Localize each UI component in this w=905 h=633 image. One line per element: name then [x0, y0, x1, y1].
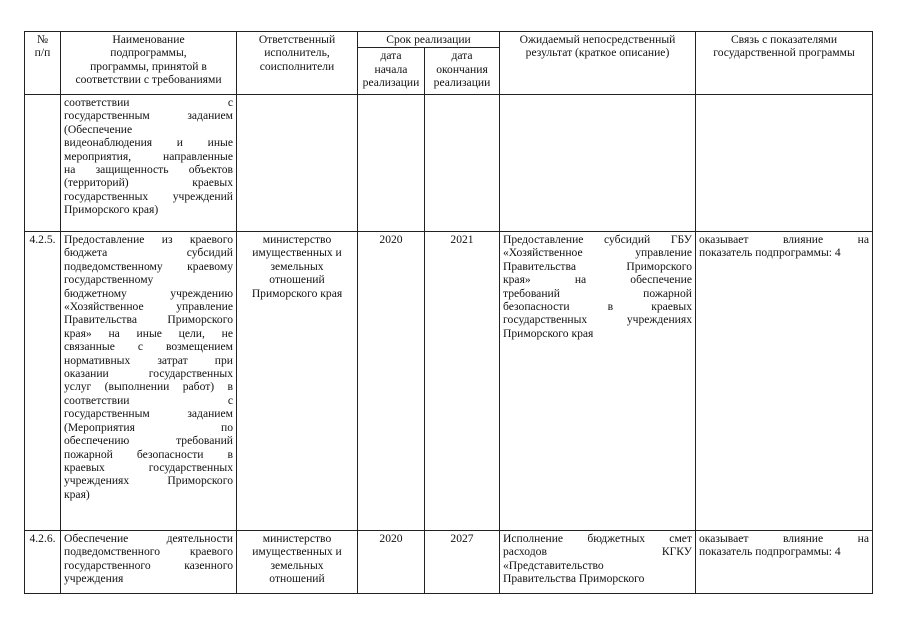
cell-line: связанные с возмещением [64, 340, 233, 354]
cell-line: мероприятия, направленные [64, 149, 233, 163]
cell-line: краевых государственных [64, 460, 233, 474]
cell-line: бюджета субсидий [64, 246, 233, 260]
cell-line: государственному [64, 273, 154, 287]
row-indicator-link [696, 531, 873, 594]
header-end [425, 48, 500, 95]
cell-line: имущественных и [252, 246, 342, 260]
text-line: № [36, 33, 49, 46]
cell-line: расходов КГКУ [503, 545, 692, 559]
cell-line: показатель подпрограммы: 4 [699, 545, 841, 559]
cell-line: «Хозяйственное управление [64, 300, 233, 314]
text-line: начала [374, 62, 408, 76]
program-table [24, 31, 873, 594]
cell-line: края) [64, 487, 90, 501]
cell-line: услуг (выполнении работ) в [64, 380, 233, 394]
header-row [25, 32, 873, 48]
cell-line: оказывает влияние на [699, 532, 869, 545]
cell-line: подведомственному краевому [64, 259, 233, 273]
cell-line: на защищенность объектов [64, 163, 233, 177]
cell-line: Правительства Приморского [503, 259, 692, 273]
cell-line: подведомственного краевого [64, 545, 233, 559]
cell-line: (Обеспечение [64, 122, 133, 136]
cell-line: края» на обеспечение [503, 273, 692, 287]
header-period: Срок реализации [358, 32, 500, 48]
cell-line: Приморского края [251, 286, 343, 300]
cell-line: отношений [269, 572, 325, 586]
header-start [358, 48, 425, 95]
header-num [25, 32, 61, 95]
cell-line: Приморского края) [64, 203, 159, 217]
text-line: Связь с показателями [730, 33, 838, 46]
row-responsible [237, 531, 358, 594]
cell-line: соответствии с [64, 96, 233, 109]
cell-line: Правительства Приморского [503, 572, 645, 586]
row-name [61, 95, 237, 232]
text-line: дата [451, 49, 473, 63]
text-line: окончания [436, 62, 488, 76]
cell-line: земельных [270, 558, 324, 572]
row-responsible [237, 95, 358, 232]
text-line: реализации [362, 76, 420, 90]
header-link [696, 32, 873, 95]
cell-line: безопасности в краевых [503, 300, 692, 314]
cell-line: Обеспечение деятельности [64, 532, 233, 545]
text-line: результат (краткое описание) [525, 46, 670, 60]
cell-line: министерство [262, 532, 332, 545]
text-line: государственной программы [713, 46, 855, 60]
row-start-year [358, 95, 425, 232]
cell-line: (Мероприятия по [64, 420, 233, 434]
cell-line: земельных [270, 259, 324, 273]
cell-line: видеонаблюдения и иные [64, 136, 233, 150]
text-line: исполнитель, [264, 46, 330, 60]
text-line: реализации [433, 76, 491, 90]
row-result [500, 531, 696, 594]
table-row [25, 232, 873, 531]
row-result [500, 232, 696, 531]
cell-line: отношений [269, 273, 325, 287]
cell-line: пожарной безопасности в [64, 447, 233, 461]
text-line: дата [380, 49, 402, 63]
text-line: Наименование [112, 33, 185, 46]
cell-line: государственных учреждений [64, 189, 233, 203]
cell-line: (территорий) краевых [64, 176, 233, 190]
cell-line: учреждения [64, 572, 124, 586]
cell-line: бюджетному учреждению [64, 286, 233, 300]
header-name [61, 32, 237, 95]
cell-line: Исполнение бюджетных смет [503, 532, 692, 545]
cell-line: государственных учреждениях [503, 313, 692, 327]
row-end-year [425, 95, 500, 232]
cell-line: края» на иные цели, не [64, 326, 233, 340]
row-result [500, 95, 696, 232]
cell-line: Приморского края [503, 326, 594, 340]
row-name [61, 232, 237, 531]
cell-line: государственным заданием [64, 407, 233, 421]
text-line: соответствии с требованиями [75, 73, 222, 87]
cell-line: обеспечению требований [64, 434, 233, 448]
cell-line: государственного казенного [64, 558, 233, 572]
row-number: 4.2.5. [25, 232, 61, 531]
cell-line: государственным заданием [64, 109, 233, 123]
text-line: Ожидаемый непосредственный [519, 33, 676, 46]
text-line: подпрограммы, [110, 46, 187, 60]
cell-line: требований пожарной [503, 286, 692, 300]
cell-line: соответствии с [64, 393, 233, 407]
cell-line: Предоставление из краевого [64, 233, 233, 246]
cell-line: показатель подпрограммы: 4 [699, 246, 841, 260]
text-line: соисполнители [259, 59, 335, 73]
row-indicator-link [696, 95, 873, 232]
cell-line: министерство [262, 233, 332, 246]
row-indicator-link [696, 232, 873, 531]
row-end-year: 2021 [425, 232, 500, 531]
row-start-year: 2020 [358, 531, 425, 594]
cell-line: «Представительство [503, 558, 604, 572]
row-end-year: 2027 [425, 531, 500, 594]
row-start-year: 2020 [358, 232, 425, 531]
cell-line: нормативных затрат при [64, 353, 233, 367]
cell-line: оказывает влияние на [699, 233, 869, 246]
row-number: 4.2.6. [25, 531, 61, 594]
cell-line: Правительства Приморского [64, 313, 233, 327]
cell-line: «Хозяйственное управление [503, 246, 692, 260]
document-page [24, 31, 873, 594]
table-row [25, 531, 873, 594]
table-row [25, 95, 873, 232]
cell-line: имущественных и [252, 545, 342, 559]
text-line: Ответственный [258, 33, 336, 46]
row-number [25, 95, 61, 232]
text-line: программы, принятой в [90, 59, 207, 73]
header-responsible [237, 32, 358, 95]
cell-line: учреждениях Приморского [64, 474, 233, 488]
cell-line: Предоставление субсидий ГБУ [503, 233, 692, 246]
row-name [61, 531, 237, 594]
cell-line: оказании государственных [64, 367, 233, 381]
row-responsible [237, 232, 358, 531]
text-line: п/п [34, 46, 51, 60]
header-result [500, 32, 696, 95]
